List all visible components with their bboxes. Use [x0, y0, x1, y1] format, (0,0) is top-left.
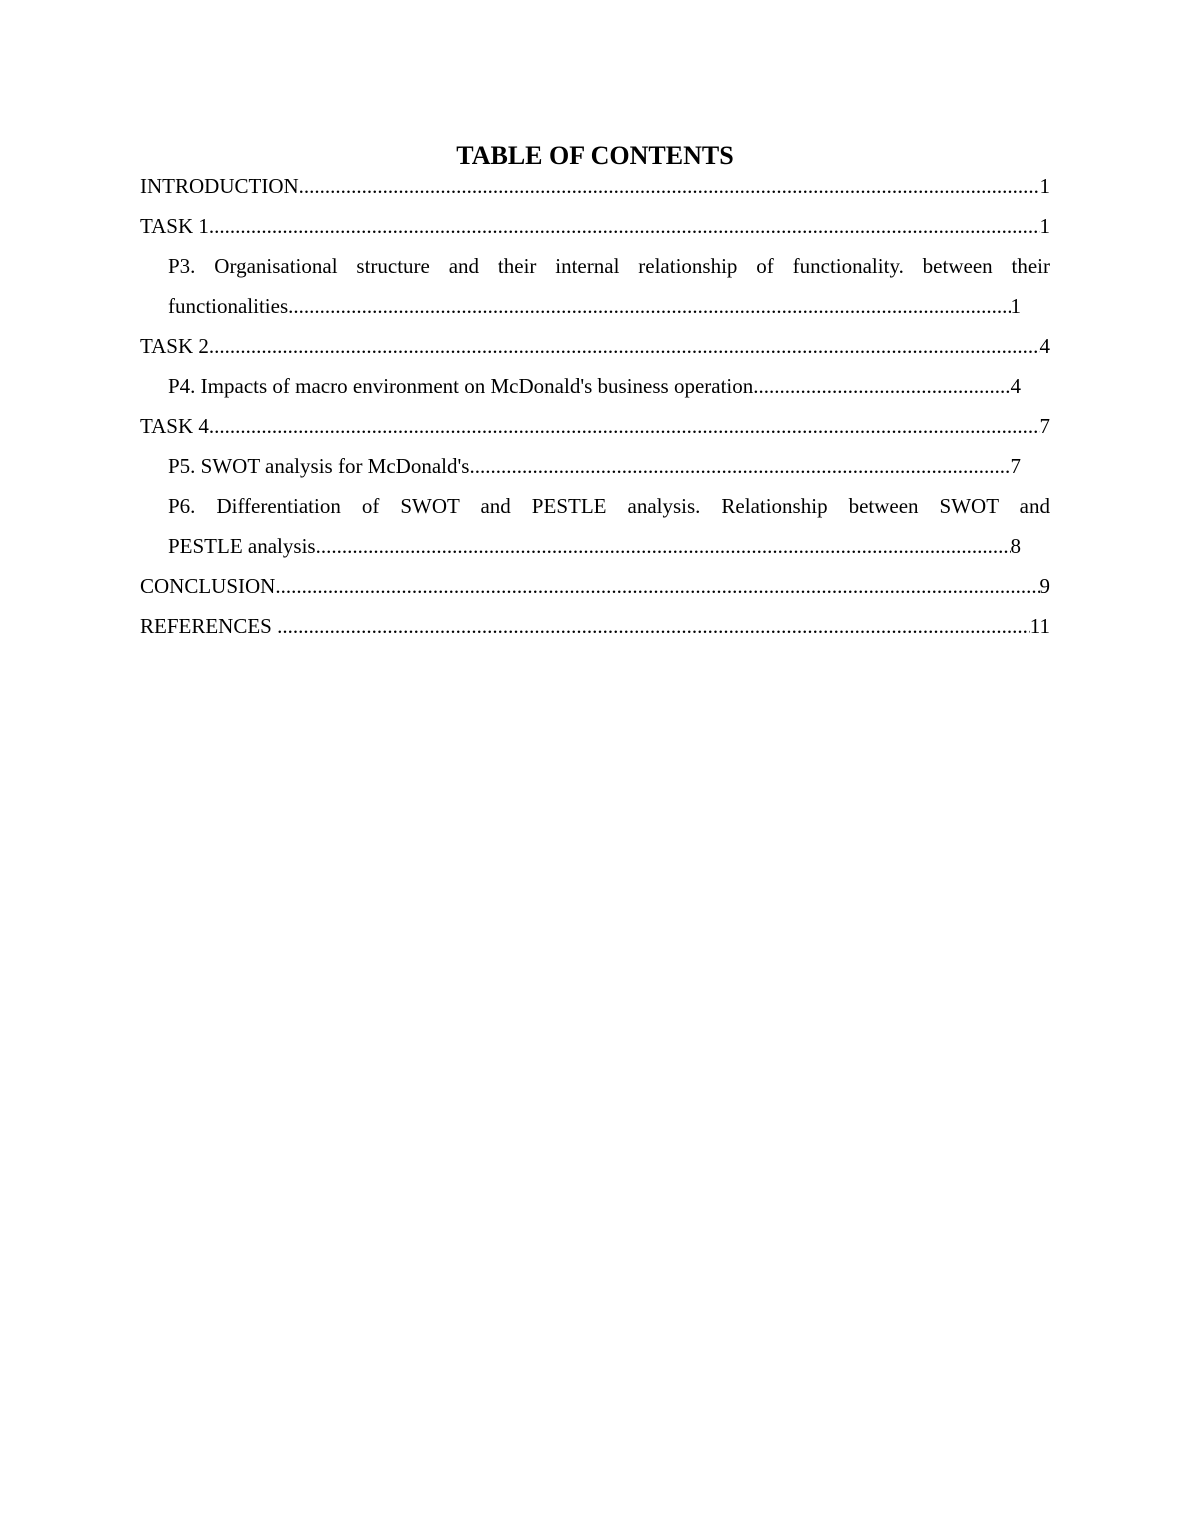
toc-leader-dots — [316, 534, 1011, 559]
toc-page-number: 1 — [1010, 293, 1021, 318]
toc-leader-dots — [753, 374, 1010, 399]
toc-leader-dots — [209, 334, 1040, 359]
toc-page-number: 1 — [1039, 213, 1050, 238]
toc-entry-label: TASK 2 — [140, 333, 209, 358]
toc-page-number: 11 — [1029, 613, 1050, 638]
toc-leader-dots — [288, 294, 1010, 319]
toc-entry-label: P5. SWOT analysis for McDonald's — [168, 453, 470, 478]
toc-entry-references[interactable] — [140, 606, 1050, 646]
toc-title: TABLE OF CONTENTS — [456, 141, 734, 170]
toc-entry-task-4[interactable] — [140, 406, 1050, 446]
toc-entry-label: INTRODUCTION — [140, 173, 299, 198]
toc-entry-introduction[interactable] — [140, 166, 1050, 206]
toc-list — [140, 166, 1050, 646]
toc-leader-dots — [275, 574, 1039, 599]
toc-entry-label-line2: PESTLE analysis — [168, 533, 316, 558]
toc-entry-label-line1: P6. Differentiation of SWOT and PESTLE analysis. Relationship between SWOT and — [168, 494, 1050, 518]
toc-entry-task-1[interactable] — [140, 206, 1050, 246]
toc-entry-label: CONCLUSION — [140, 573, 276, 598]
toc-entry-p3[interactable] — [168, 246, 1050, 326]
toc-entry-label: TASK 1 — [140, 213, 209, 238]
toc-entry-task-2[interactable] — [140, 326, 1050, 366]
toc-page-number: 9 — [1039, 573, 1050, 598]
toc-entry-label: TASK 4 — [140, 413, 209, 438]
toc-leader-dots — [209, 414, 1040, 439]
toc-leader-dots — [277, 614, 1030, 639]
toc-page-number: 7 — [1010, 453, 1021, 478]
toc-page-number: 8 — [1010, 533, 1021, 558]
toc-leader-dots — [299, 174, 1040, 199]
toc-entry-label-line1: P3. Organisational structure and their internal relationship of functionality. between their — [168, 254, 1050, 278]
toc-entry-label: REFERENCES — [140, 613, 278, 638]
toc-entry-p4[interactable] — [168, 366, 1021, 406]
toc-entry-label: P4. Impacts of macro environment on McDonald's business operation — [168, 373, 754, 398]
toc-leader-dots — [209, 214, 1040, 239]
toc-entry-p6[interactable] — [168, 486, 1050, 566]
toc-entry-p5[interactable] — [168, 446, 1021, 486]
toc-page-number: 4 — [1010, 373, 1021, 398]
toc-entry-label-line2: functionalities — [168, 293, 289, 318]
toc-page-number: 7 — [1039, 413, 1050, 438]
toc-entry-conclusion[interactable] — [140, 566, 1050, 606]
toc-leader-dots — [469, 454, 1010, 479]
toc-page-number: 1 — [1039, 173, 1050, 198]
toc-page-number: 4 — [1039, 333, 1050, 358]
